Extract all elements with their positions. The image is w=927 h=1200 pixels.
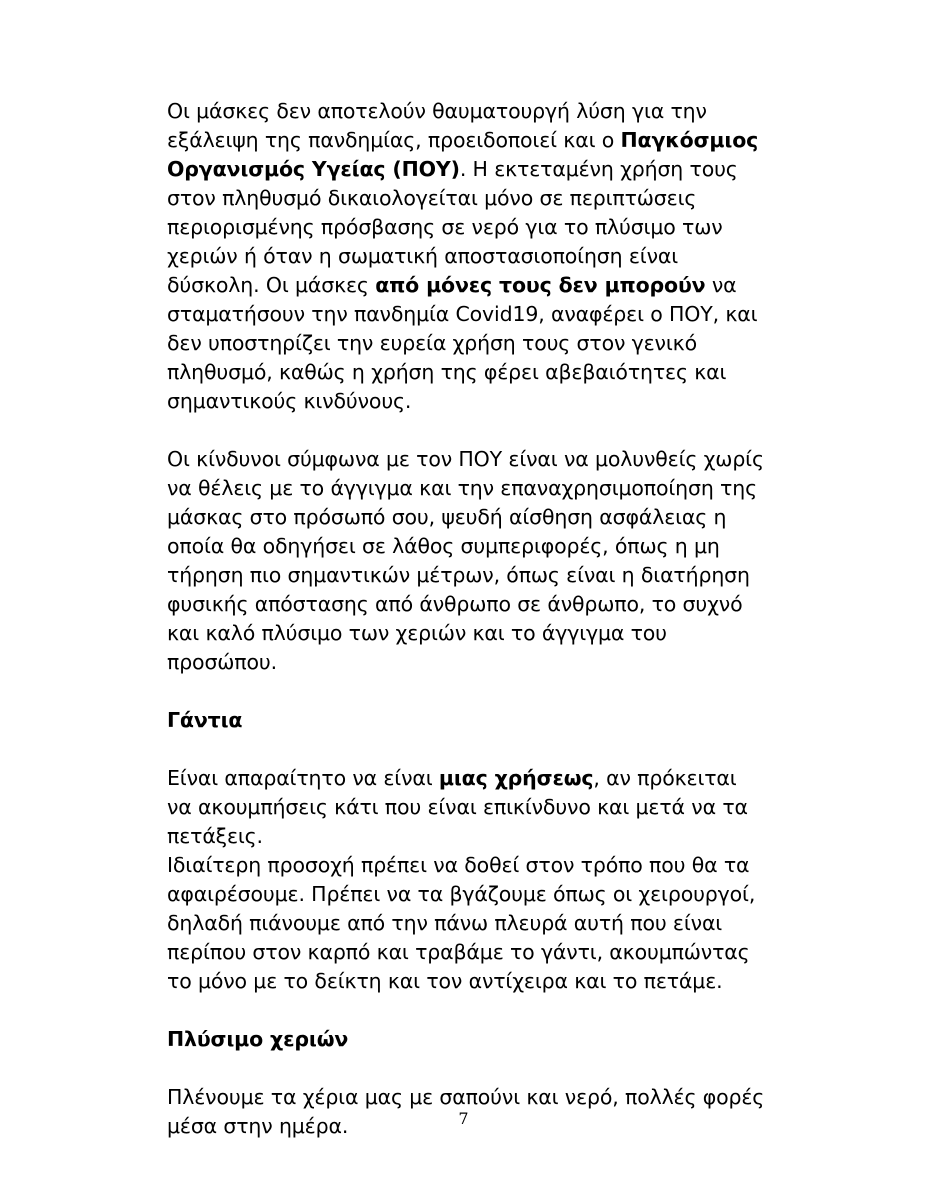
bold-single-use: μιας χρήσεως [438, 766, 594, 790]
paragraph-spacer [167, 416, 767, 445]
paragraph-gloves-removal: Ιδιαίτερη προσοχή πρέπει να δοθεί στον τρόπο που θα τα αφαιρέσουμε. Πρέπει να τα βγάζουμε όπως οι χειρουργοί, δηλαδή πιάνουμε από την πάνω πλευρά αυτή που είναι περίπου στον καρπό και τραβάμε το γάντι, ακουμπώντας το μόνο με το δείκτη και τον αντίχειρα και το πετάμε. [167, 853, 756, 993]
paragraph-handwashing: Πλένουμε τα χέρια μας με σαπούνι και νερό, πολλές φορές μέσα στην ημέρα. [167, 1085, 765, 1138]
paragraph-text: Οι μάσκες δεν αποτελούν θαυματουργή λύση για την εξάλειψη της πανδημίας, προειδοποιεί και ο [167, 99, 707, 152]
page-content [167, 97, 767, 1141]
paragraph-text: . Η εκτεταμένη χρήση τους στον πληθυσμό δικαιολογείται μόνο σε περιπτώσεις περιορισμένης πρόσβασης σε νερό για το πλύσιμο των χεριών ή όταν η σωματική αποστασιοποίηση είναι δύσκολη. Οι μάσκες [167, 157, 738, 297]
heading-handwashing: Πλύσιμο χεριών [167, 1027, 349, 1051]
paragraph-text: Είναι απαραίτητο να είναι [167, 766, 439, 790]
paragraph-text: να σταματήσουν την πανδημία Covid19, αναφέρει ο ΠΟΥ, και δεν υποστηρίζει την ευρεία χρήση τους στον γενικό πληθυσμό, καθώς η χρήση της φέρει αβεβαιότητες και σημαντικούς κινδύνους. [167, 273, 758, 413]
paragraph-spacer [167, 677, 767, 706]
page-number: 7 [458, 1109, 469, 1128]
paragraph-gloves-single-use [167, 764, 767, 851]
paragraph-masks-intro [167, 97, 767, 416]
bold-masks-alone: από μόνες τους δεν μπορούν [375, 273, 706, 297]
paragraph-text: , αν πρόκειται να ακουμπήσεις κάτι που είναι επικίνδυνο και μετά να τα πετάξεις. [167, 766, 748, 848]
paragraph-spacer [167, 735, 767, 764]
paragraph-risks: Οι κίνδυνοι σύμφωνα με τον ΠΟΥ είναι να μολυνθείς χωρίς να θέλεις με το άγγιγμα και την επαναχρησιμοποίηση της μάσκας στο πρόσωπό σου, ψευδή αίσθηση ασφάλειας η οποία θα οδηγήσει σε λάθος συμπεριφορές, όπως η μη τήρηση πιο σημαντικών μέτρων, όπως είναι η διατήρηση φυσικής απόστασης από άνθρωπο σε άνθρωπο, το συχνό και καλό πλύσιμο των χεριών και το άγγιγμα του προσώπου. [167, 447, 764, 674]
paragraph-spacer [167, 996, 767, 1025]
heading-gloves: Γάντια [167, 708, 243, 732]
paragraph-spacer [167, 1054, 767, 1083]
bold-who-name: Παγκόσμιος Οργανισμός Υγείας (ΠΟΥ) [167, 128, 759, 181]
